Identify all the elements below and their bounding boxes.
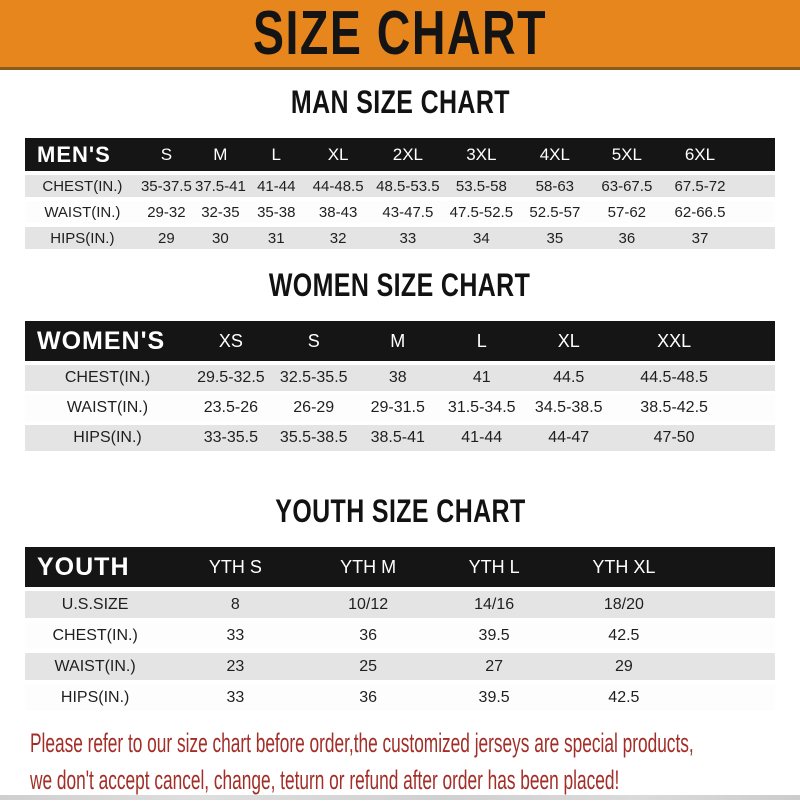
womens-header-row [25, 321, 775, 361]
size-cell: 67.5-72 [662, 175, 737, 197]
size-cell-filler [734, 395, 775, 421]
size-cell: 38-43 [305, 201, 372, 223]
size-cell: 35-37.5 [140, 175, 193, 197]
size-cell: 29 [140, 227, 193, 249]
youth-chest-row [25, 622, 775, 649]
size-cell: 35.5-38.5 [272, 425, 356, 451]
mens-size-table [25, 134, 775, 253]
size-cell: 41 [440, 365, 524, 391]
size-cell: 36 [591, 227, 662, 249]
size-cell: 32 [305, 227, 372, 249]
size-cell: 62-66.5 [662, 201, 737, 223]
size-cell: 38.5-41 [356, 425, 440, 451]
row-label: CHEST(IN.) [25, 622, 165, 649]
size-cell: 38 [356, 365, 440, 391]
size-cell: 10/12 [306, 591, 431, 618]
size-cell: 43-47.5 [371, 201, 444, 223]
size-cell: 8 [165, 591, 305, 618]
size-cell-filler [690, 653, 775, 680]
column-header-yth-xl: YTH XL [558, 547, 691, 587]
column-header-xl: XL [305, 138, 372, 171]
size-cell-filler [734, 425, 775, 451]
mens-chest-row [25, 175, 775, 197]
size-cell: 29.5-32.5 [190, 365, 272, 391]
size-cell: 30 [193, 227, 248, 249]
size-cell: 63-67.5 [591, 175, 662, 197]
size-cell: 33-35.5 [190, 425, 272, 451]
youth-size-table [25, 543, 775, 715]
size-cell: 35 [518, 227, 591, 249]
row-label: CHEST(IN.) [25, 175, 140, 197]
size-cell: 48.5-53.5 [371, 175, 444, 197]
mens-hips-row [25, 227, 775, 249]
size-cell: 44.5 [524, 365, 614, 391]
size-cell: 23.5-26 [190, 395, 272, 421]
mens-header-row [25, 138, 775, 171]
size-cell: 36 [306, 622, 431, 649]
size-cell: 52.5-57 [518, 201, 591, 223]
column-header-yth-s: YTH S [165, 547, 305, 587]
column-header-yth-l: YTH L [431, 547, 558, 587]
youth-hips-row [25, 684, 775, 711]
column-header-3xl: 3XL [444, 138, 518, 171]
row-label: WAIST(IN.) [25, 395, 190, 421]
size-cell: 47.5-52.5 [444, 201, 518, 223]
size-cell: 26-29 [272, 395, 356, 421]
size-cell: 38.5-42.5 [614, 395, 735, 421]
bottom-edge-strip [0, 795, 800, 800]
column-header-filler [737, 138, 775, 171]
size-cell-filler [737, 175, 775, 197]
size-cell-filler [690, 622, 775, 649]
size-cell: 44.5-48.5 [614, 365, 735, 391]
size-cell: 29-32 [140, 201, 193, 223]
column-header-m: M [193, 138, 248, 171]
row-label: CHEST(IN.) [25, 365, 190, 391]
column-header-xxl: XXL [614, 321, 735, 361]
size-cell: 58-63 [518, 175, 591, 197]
size-cell: 37.5-41 [193, 175, 248, 197]
size-cell: 39.5 [431, 684, 558, 711]
women-size-chart-heading: WOMEN SIZE CHART [269, 267, 531, 303]
womens-table-title: WOMEN'S [25, 321, 190, 361]
youth-ussize-row [25, 591, 775, 618]
size-cell: 37 [662, 227, 737, 249]
womens-waist-row [25, 395, 775, 421]
size-cell: 33 [165, 622, 305, 649]
size-cell: 42.5 [558, 622, 691, 649]
column-header-filler [690, 547, 775, 587]
size-chart-title: SIZE CHART [253, 0, 547, 68]
size-cell: 33 [371, 227, 444, 249]
size-cell: 33 [165, 684, 305, 711]
size-cell: 47-50 [614, 425, 735, 451]
womens-size-table [25, 317, 775, 455]
size-cell: 36 [306, 684, 431, 711]
column-header-s: S [140, 138, 193, 171]
disclaimer-line-2: we don't accept cancel, change, teturn or refund after order has been placed! [30, 765, 620, 795]
size-cell: 29 [558, 653, 691, 680]
mens-waist-row [25, 201, 775, 223]
mens-table-title: MEN'S [25, 138, 140, 171]
row-label: HIPS(IN.) [25, 684, 165, 711]
column-header-xs: XS [190, 321, 272, 361]
column-header-5xl: 5XL [591, 138, 662, 171]
size-cell: 32.5-35.5 [272, 365, 356, 391]
size-cell: 42.5 [558, 684, 691, 711]
size-cell: 57-62 [591, 201, 662, 223]
man-size-chart-heading: MAN SIZE CHART [290, 84, 510, 120]
size-cell: 31 [248, 227, 305, 249]
size-cell: 23 [165, 653, 305, 680]
column-header-4xl: 4XL [518, 138, 591, 171]
size-cell: 41-44 [248, 175, 305, 197]
column-header-s: S [272, 321, 356, 361]
size-cell-filler [690, 684, 775, 711]
size-cell: 39.5 [431, 622, 558, 649]
youth-size-chart-heading: YOUTH SIZE CHART [274, 493, 526, 529]
size-cell-filler [737, 201, 775, 223]
size-cell: 25 [306, 653, 431, 680]
column-header-l: L [248, 138, 305, 171]
column-header-yth-m: YTH M [306, 547, 431, 587]
row-label: HIPS(IN.) [25, 425, 190, 451]
disclaimer-line-1: Please refer to our size chart before order,the customized jerseys are special products, [30, 728, 694, 758]
womens-chest-row [25, 365, 775, 391]
size-chart-banner [0, 0, 800, 70]
size-cell: 44-48.5 [305, 175, 372, 197]
size-cell: 18/20 [558, 591, 691, 618]
size-cell: 34 [444, 227, 518, 249]
size-cell: 14/16 [431, 591, 558, 618]
column-header-6xl: 6XL [662, 138, 737, 171]
column-header-2xl: 2XL [371, 138, 444, 171]
column-header-filler [734, 321, 775, 361]
row-label: WAIST(IN.) [25, 653, 165, 680]
size-cell: 29-31.5 [356, 395, 440, 421]
size-cell: 41-44 [440, 425, 524, 451]
column-header-l: L [440, 321, 524, 361]
row-label: U.S.SIZE [25, 591, 165, 618]
size-cell-filler [734, 365, 775, 391]
size-cell-filler [737, 227, 775, 249]
size-cell: 35-38 [248, 201, 305, 223]
youth-waist-row [25, 653, 775, 680]
size-cell-filler [690, 591, 775, 618]
row-label: WAIST(IN.) [25, 201, 140, 223]
size-cell: 32-35 [193, 201, 248, 223]
size-cell: 44-47 [524, 425, 614, 451]
youth-header-row [25, 547, 775, 587]
column-header-m: M [356, 321, 440, 361]
size-cell: 31.5-34.5 [440, 395, 524, 421]
youth-table-title: YOUTH [25, 547, 165, 587]
size-cell: 27 [431, 653, 558, 680]
womens-hips-row [25, 425, 775, 451]
column-header-xl: XL [524, 321, 614, 361]
size-cell: 53.5-58 [444, 175, 518, 197]
order-disclaimer [30, 727, 800, 801]
row-label: HIPS(IN.) [25, 227, 140, 249]
size-cell: 34.5-38.5 [524, 395, 614, 421]
